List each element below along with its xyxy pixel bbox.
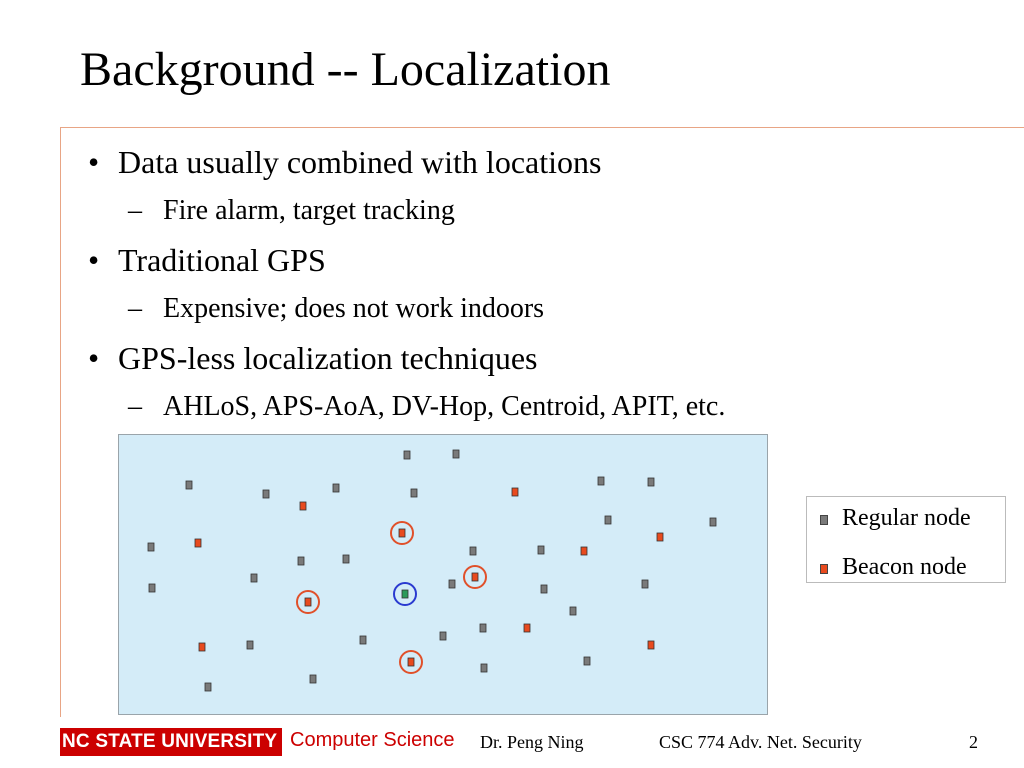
bullet-text: Traditional GPS [118, 242, 326, 278]
regular-node [263, 490, 269, 498]
regular-node [310, 675, 316, 683]
beacon-node [305, 598, 311, 606]
beacon-node [199, 643, 205, 651]
bullet-text: Data usually combined with locations [118, 144, 602, 180]
beacon-node [581, 547, 587, 555]
slide-title: Background -- Localization [80, 43, 611, 96]
regular-node [710, 518, 716, 526]
regular-node [449, 580, 455, 588]
footer-course: CSC 774 Adv. Net. Security [659, 732, 862, 752]
diagram-field [119, 435, 768, 715]
regular-node [440, 632, 446, 640]
beacon-node [512, 488, 518, 496]
regular-node [481, 664, 487, 672]
sensor-network-diagram [118, 434, 768, 715]
beacon-node [408, 658, 414, 666]
diagram-legend [806, 496, 1006, 583]
regular-node [251, 574, 257, 582]
bullet-text: GPS-less localization techniques [118, 340, 538, 376]
regular-node [538, 546, 544, 554]
beacon-node [657, 533, 663, 541]
beacon-node [300, 502, 306, 510]
slide-footer [0, 718, 1024, 768]
sub-bullet-marker: – [128, 391, 142, 422]
regular-node [453, 450, 459, 458]
regular-node [186, 481, 192, 489]
regular-node [333, 484, 339, 492]
beacon-node [648, 641, 654, 649]
legend-item-regular [807, 503, 1007, 533]
legend-item-beacon [807, 552, 1007, 582]
sub-bullet-text: Fire alarm, target tracking [163, 195, 455, 226]
regular-node [605, 516, 611, 524]
regular-node [541, 585, 547, 593]
sub-bullet-marker: – [128, 195, 142, 226]
legend-label: Beacon node [842, 554, 967, 580]
beacon-node [524, 624, 530, 632]
regular-node [642, 580, 648, 588]
department-name: Computer Science [290, 729, 455, 751]
regular-node [584, 657, 590, 665]
footer-author: Dr. Peng Ning [480, 732, 584, 752]
regular-node [470, 547, 476, 555]
regular-node [298, 557, 304, 565]
regular-node [148, 543, 154, 551]
regular-node [343, 555, 349, 563]
beacon-node-swatch [820, 564, 828, 574]
regular-node-swatch [820, 515, 828, 525]
unknown-node [402, 590, 408, 598]
regular-node [247, 641, 253, 649]
page-number: 2 [969, 732, 978, 752]
regular-node [570, 607, 576, 615]
regular-node [149, 584, 155, 592]
bullet-marker: • [88, 144, 100, 180]
regular-node [480, 624, 486, 632]
sub-bullet-text: Expensive; does not work indoors [163, 293, 545, 324]
regular-node [411, 489, 417, 497]
beacon-node [399, 529, 405, 537]
beacon-node [195, 539, 201, 547]
sub-bullet-marker: – [128, 293, 142, 324]
beacon-node [472, 573, 478, 581]
bullet-marker: • [88, 340, 100, 376]
university-logo: NC STATE UNIVERSITY [60, 728, 282, 756]
legend-label: Regular node [842, 505, 971, 531]
regular-node [598, 477, 604, 485]
regular-node [648, 478, 654, 486]
sub-bullet-text: AHLoS, APS-AoA, DV-Hop, Centroid, APIT, etc. [163, 391, 726, 422]
regular-node [404, 451, 410, 459]
regular-node [360, 636, 366, 644]
bullet-marker: • [88, 242, 100, 278]
regular-node [205, 683, 211, 691]
